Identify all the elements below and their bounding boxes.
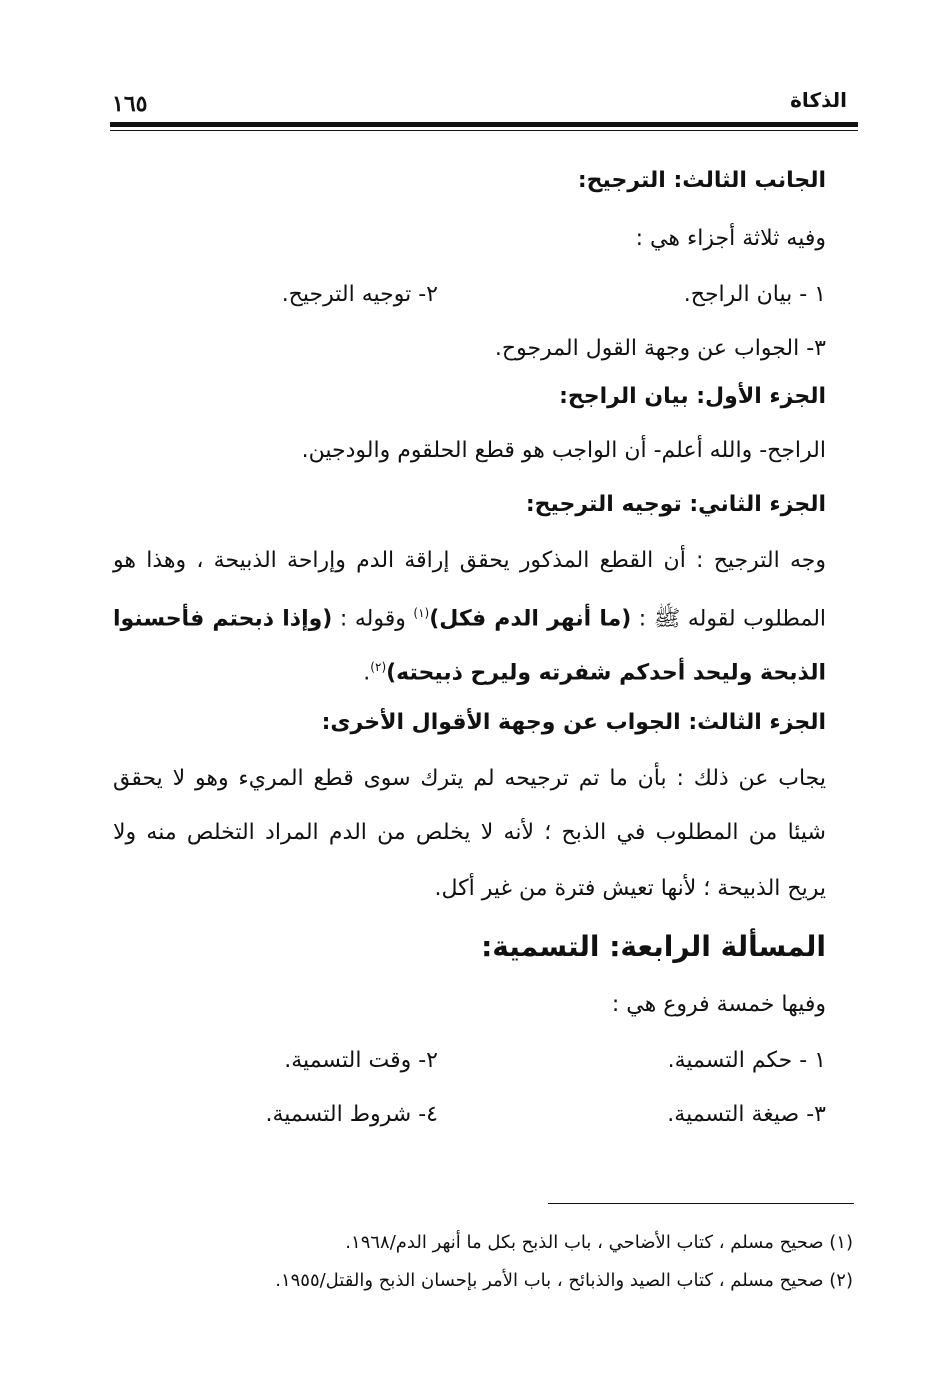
footnote-ref-2: (٢) [370,660,387,674]
footnote-2: (٢) صحيح مسلم ، كتاب الصيد والذبائح ، باب الأمر بإحسان الذبح والقتل/١٩٥٥. [275,1270,853,1291]
paragraph-line-hadith-cont [113,652,826,688]
paragraph-line: وفيه ثلاثة أجزاء هي : [635,226,826,251]
list-item-1: ١ - حكم التسمية. [667,1048,826,1073]
list-item-3: ٣- الجواب عن وجهة القول المرجوح. [494,336,826,361]
page-number: ١٦٥ [112,91,148,117]
section-heading-tarjih: الجانب الثالث: الترجيح: [577,168,826,193]
paragraph-line: وفيها خمسة فروع هي : [611,992,826,1017]
hadith-quote-2: (وإذا ذبحتم فأحسنوا [113,606,333,632]
paragraph-line: شيئا من المطلوب في الذبح ؛ لأنه لا يخلص من الدم المراد التخلص منه ولا [113,820,826,845]
paragraph-line-hadith [113,598,826,634]
text-run: المطلوب لقوله ﷺ : [631,606,827,632]
list-row [113,1100,826,1130]
text-run: . [363,660,371,686]
section-heading-tasmiya: المسألة الرابعة: التسمية: [481,930,826,963]
header-rule-thick [110,122,858,127]
paragraph-line: وجه الترجيح : أن القطع المذكور يحقق إراقة الدم وإراحة الذبيحة ، وهذا هو [113,548,826,573]
footnote-1: (١) صحيح مسلم ، كتاب الأضاحي ، باب الذبح بكل ما أنهر الدم/١٩٦٨. [345,1232,853,1253]
list-row [113,280,826,310]
text-run: وقوله : [332,606,414,632]
paragraph-line: الراجح- والله أعلم- أن الواجب هو قطع الحلقوم والودجين. [301,438,826,463]
list-item-4: ٤- شروط التسمية. [265,1102,438,1127]
subheading-part-1: الجزء الأول: بيان الراجح: [559,384,826,409]
list-item-2: ٢- توجيه الترجيح. [281,282,438,307]
paragraph-line: يجاب عن ذلك : بأن ما تم ترجيحه لم يترك سوى قطع المريء وهو لا يحقق [113,766,826,791]
list-item-2: ٢- وقت التسمية. [284,1048,438,1073]
footnote-separator [548,1203,854,1204]
hadith-quote-1: (ما أنهر الدم فكل) [429,606,632,632]
subheading-part-2: الجزء الثاني: توجيه الترجيح: [525,492,826,517]
hadith-quote-2-cont: الذبحة وليحد أحدكم شفرته وليرح ذبيحته) [386,660,826,686]
paragraph-line: يريح الذبيحة ؛ لأنها تعيش فترة من غير أكل. [434,876,826,901]
list-item-1: ١ - بيان الراجح. [683,282,826,307]
list-item-3: ٣- صيغة التسمية. [667,1102,826,1127]
list-row [113,1046,826,1076]
subheading-part-3: الجزء الثالث: الجواب عن وجهة الأقوال الأخرى: [321,710,826,735]
header-rule-thin [110,130,858,131]
footnote-ref-1: (١) [413,606,430,620]
running-header-title: الذكاة [790,88,847,112]
